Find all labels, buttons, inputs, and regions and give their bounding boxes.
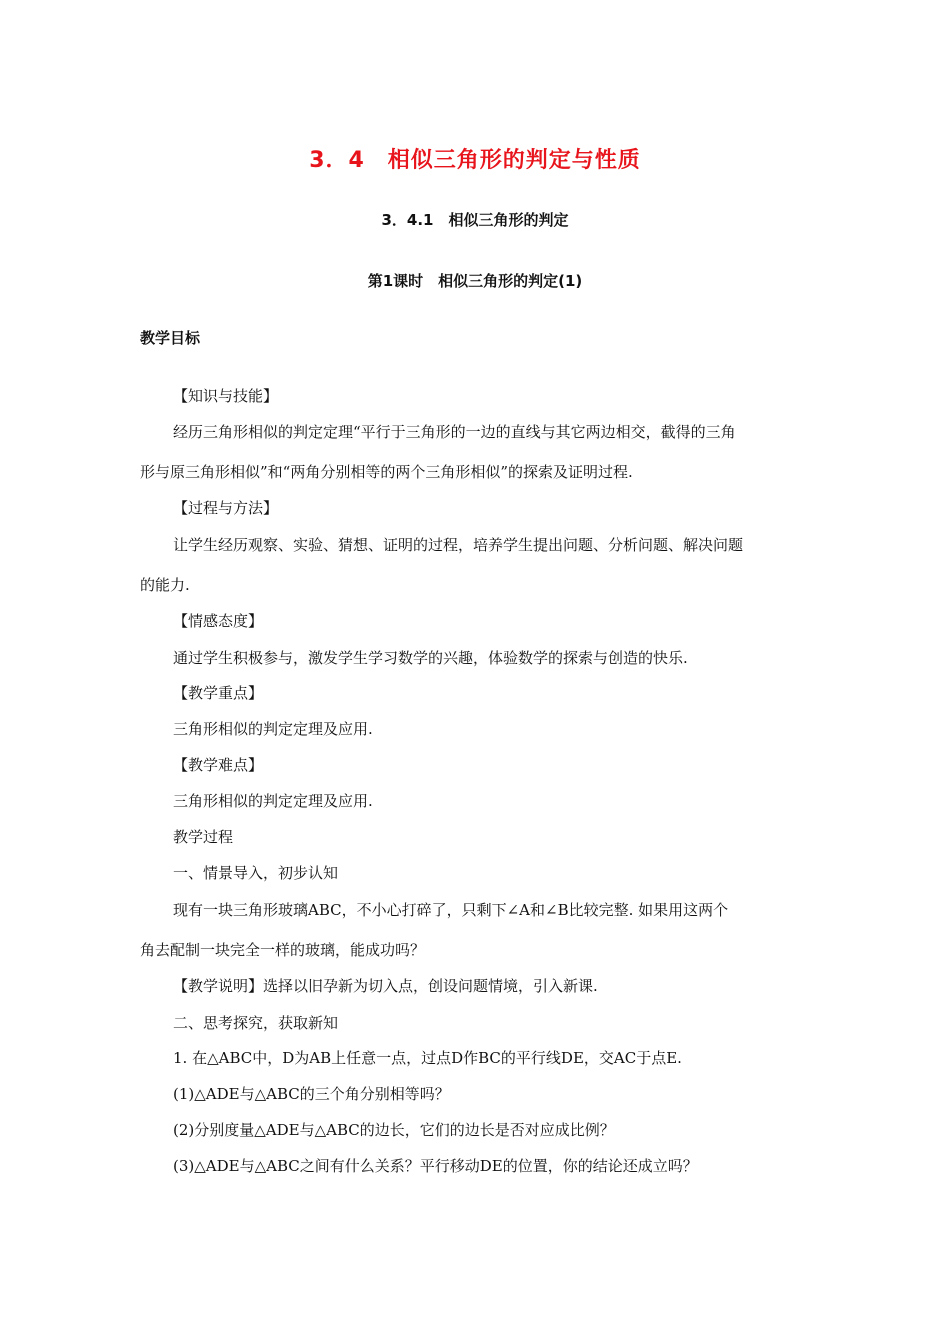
paragraph-line: 形与原三角形相似”和“两角分别相等的两个三角形相似”的探索及证明过程. (140, 463, 633, 481)
teaching-process-heading: 教学过程 (173, 828, 234, 846)
objectives-heading: 教学目标 (140, 329, 201, 347)
difficulty-label: 【教学难点】 (173, 756, 264, 774)
question-item: (1)△ADE与△ABC的三个角分别相等吗？ (173, 1085, 450, 1103)
paragraph-line: 经历三角形相似的判定定理“平行于三角形的一边的直线与其它两边相交，截得的三角 (173, 423, 736, 441)
process-methods-label: 【过程与方法】 (173, 499, 279, 517)
knowledge-skills-label: 【知识与技能】 (173, 387, 279, 405)
lesson-title: 第1课时 相似三角形的判定(1) (367, 272, 583, 290)
teaching-note: 【教学说明】选择以旧孕新为切入点，创设问题情境，引入新课. (173, 977, 598, 995)
question-item: 1. 在△ABC中，D为AB上任意一点，过点D作BC的平行线DE，交AC于点E. (173, 1049, 682, 1067)
paragraph-line: 的能力. (140, 576, 190, 594)
document-title: 3．4 相似三角形的判定与性质 (309, 148, 641, 173)
paragraph-line: 现有一块三角形玻璃ABC，不小心打碎了，只剩下∠A和∠B比较完整. 如果用这两个 (173, 901, 729, 919)
question-item: (3)△ADE与△ABC之间有什么关系？平行移动DE的位置，你的结论还成立吗？ (173, 1157, 698, 1175)
section-title: 3．4.1 相似三角形的判定 (381, 211, 569, 229)
key-point-label: 【教学重点】 (173, 684, 264, 702)
paragraph-line: 三角形相似的判定定理及应用. (173, 720, 373, 738)
attitude-label: 【情感态度】 (173, 612, 264, 630)
paragraph-line: 让学生经历观察、实验、猜想、证明的过程，培养学生提出问题、分析问题、解决问题 (173, 536, 744, 554)
section-two-heading: 二、思考探究，获取新知 (173, 1014, 339, 1032)
section-one-heading: 一、情景导入，初步认知 (173, 864, 339, 882)
paragraph-line: 角去配制一块完全一样的玻璃，能成功吗？ (140, 941, 426, 959)
paragraph-line: 通过学生积极参与，激发学生学习数学的兴趣，体验数学的探索与创造的快乐. (173, 649, 688, 667)
paragraph-line: 三角形相似的判定定理及应用. (173, 792, 373, 810)
question-item: (2)分别度量△ADE与△ABC的边长，它们的边长是否对应成比例？ (173, 1121, 615, 1139)
